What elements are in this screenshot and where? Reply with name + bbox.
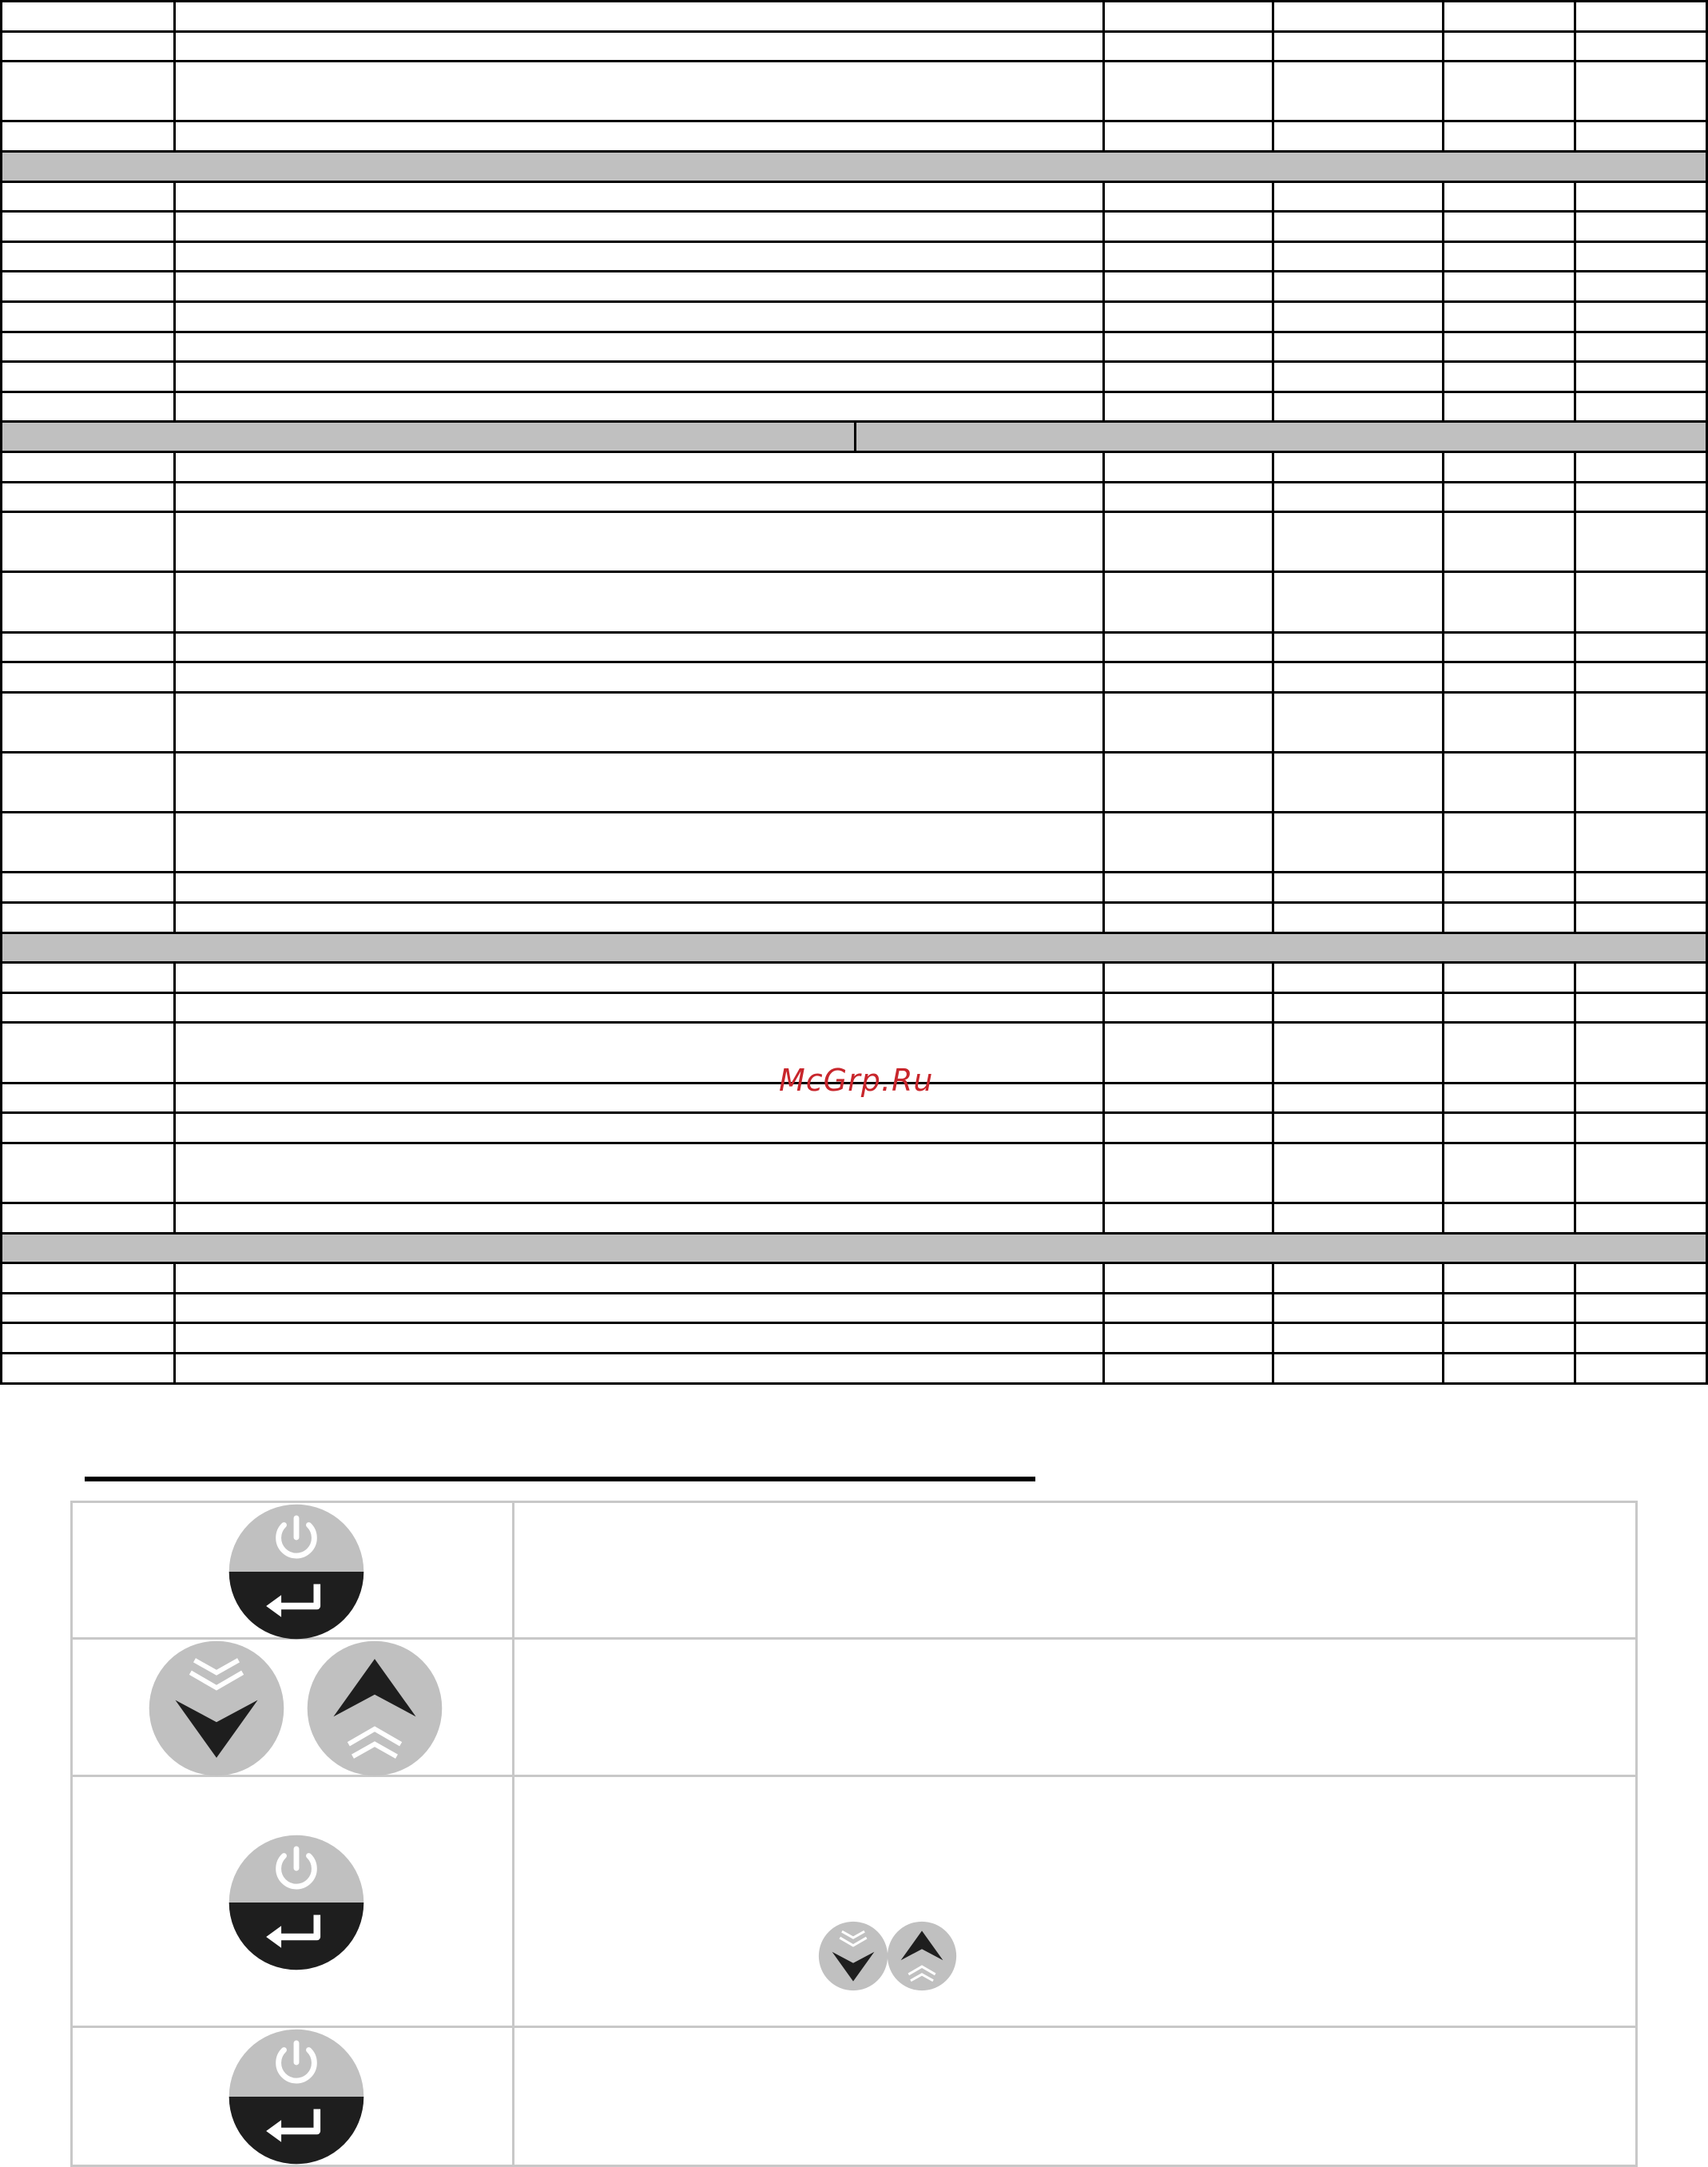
table-cell	[1574, 120, 1708, 153]
table-cell	[1442, 961, 1574, 994]
table-cell	[1442, 331, 1574, 364]
table-cell	[1102, 210, 1272, 243]
table-cell	[173, 481, 1102, 514]
table-row	[0, 661, 1708, 694]
table-cell	[1442, 1322, 1574, 1354]
table-cell	[1574, 631, 1708, 664]
table-cell	[173, 1082, 1102, 1115]
table-cell	[0, 1111, 173, 1144]
table-cell	[1442, 1082, 1574, 1115]
table-cell	[1442, 511, 1574, 573]
keys-table	[70, 1501, 1638, 2167]
table-cell	[1442, 270, 1574, 303]
table-row	[0, 571, 1708, 633]
table-row	[0, 1202, 1708, 1235]
table-row	[0, 30, 1708, 63]
section-header-row	[0, 1232, 1708, 1265]
table-cell	[0, 511, 173, 573]
table-cell	[1102, 1322, 1272, 1354]
table-cell	[0, 181, 173, 213]
table-cell	[1442, 60, 1574, 122]
table-cell	[1272, 871, 1442, 904]
table-row	[0, 331, 1708, 364]
table-cell	[1272, 1111, 1442, 1144]
table-row	[0, 751, 1708, 813]
table-cell	[1102, 300, 1272, 333]
table-cell	[1102, 871, 1272, 904]
table-cell	[1442, 1021, 1574, 1084]
table-row	[0, 481, 1708, 514]
table-cell	[1442, 451, 1574, 483]
table-cell	[1574, 992, 1708, 1024]
table-cell	[1442, 120, 1574, 153]
key-row	[73, 2028, 1635, 2165]
table-cell	[1442, 1202, 1574, 1235]
table-row	[0, 120, 1708, 153]
table-row	[0, 1322, 1708, 1354]
table-cell	[1102, 1292, 1272, 1325]
table-cell	[0, 661, 173, 694]
table-cell	[1574, 360, 1708, 393]
table-cell	[1102, 481, 1272, 514]
table-cell	[1102, 1111, 1272, 1144]
table-cell	[1442, 661, 1574, 694]
table-cell	[173, 1352, 1102, 1385]
section-heading-underline	[85, 1477, 1035, 1481]
table-cell	[1102, 391, 1272, 423]
key-icon-cell	[73, 2028, 514, 2165]
table-cell	[1574, 1142, 1708, 1204]
key-row	[73, 1503, 1635, 1640]
table-cell	[0, 751, 173, 813]
table-row	[0, 181, 1708, 213]
table-row	[0, 0, 1708, 33]
table-cell	[173, 1142, 1102, 1204]
table-cell	[1102, 60, 1272, 122]
table-row	[0, 631, 1708, 664]
table-row	[0, 1352, 1708, 1385]
table-cell	[1102, 961, 1272, 994]
table-cell	[1102, 1352, 1272, 1385]
section-divider	[854, 423, 856, 451]
table-row	[0, 1111, 1708, 1144]
table-cell	[1574, 391, 1708, 423]
table-cell	[1442, 751, 1574, 813]
table-cell	[1574, 1322, 1708, 1354]
table-cell	[1102, 331, 1272, 364]
table-cell	[1272, 1322, 1442, 1354]
table-cell	[1442, 992, 1574, 1024]
table-cell	[0, 992, 173, 1024]
table-cell	[1102, 571, 1272, 633]
key-description	[514, 2028, 1635, 2165]
key-description	[514, 1777, 1635, 2026]
table-cell	[0, 60, 173, 122]
table-cell	[173, 1322, 1102, 1354]
table-cell	[1272, 631, 1442, 664]
table-cell	[1102, 1082, 1272, 1115]
up-arrow-button-icon[interactable]	[306, 1640, 443, 1777]
table-cell	[1574, 511, 1708, 573]
table-cell	[1442, 241, 1574, 273]
table-cell	[173, 751, 1102, 813]
table-cell	[1102, 270, 1272, 303]
small-up-arrow-icon[interactable]	[887, 1921, 957, 1991]
table-cell	[0, 1352, 173, 1385]
table-cell	[0, 210, 173, 243]
table-cell	[1102, 241, 1272, 273]
table-cell	[1102, 1262, 1272, 1294]
table-cell	[1442, 481, 1574, 514]
section-header-row	[0, 420, 1708, 453]
table-cell	[1442, 1111, 1574, 1144]
table-cell	[0, 1292, 173, 1325]
table-cell	[0, 30, 173, 63]
table-cell	[1574, 1292, 1708, 1325]
table-cell	[1102, 120, 1272, 153]
table-cell	[0, 1202, 173, 1235]
power-enter-button-icon[interactable]	[228, 1503, 365, 1640]
table-cell	[173, 1021, 1102, 1084]
table-cell	[1442, 30, 1574, 63]
table-row	[0, 210, 1708, 243]
watermark-text: McGrp.Ru	[779, 1063, 934, 1098]
table-cell	[1272, 481, 1442, 514]
table-cell	[1102, 691, 1272, 753]
table-cell	[173, 691, 1102, 753]
table-cell	[173, 30, 1102, 63]
table-cell	[0, 811, 173, 873]
table-cell	[1272, 1352, 1442, 1385]
table-cell	[1272, 241, 1442, 273]
table-cell	[0, 360, 173, 393]
table-cell	[173, 901, 1102, 934]
table-cell	[1272, 391, 1442, 423]
small-down-arrow-icon[interactable]	[818, 1921, 888, 1991]
table-row	[0, 241, 1708, 273]
table-cell	[1574, 661, 1708, 694]
table-row	[0, 691, 1708, 753]
table-cell	[173, 451, 1102, 483]
key-icon-cell	[73, 1777, 514, 2026]
table-cell	[1574, 30, 1708, 63]
table-cell	[1574, 1111, 1708, 1144]
table-cell	[1442, 0, 1574, 33]
table-row	[0, 391, 1708, 423]
table-cell	[0, 901, 173, 934]
table-cell	[0, 1142, 173, 1204]
table-cell	[1442, 210, 1574, 243]
table-cell	[0, 631, 173, 664]
table-cell	[1574, 481, 1708, 514]
table-cell	[173, 360, 1102, 393]
table-cell	[1272, 571, 1442, 633]
table-cell	[1272, 331, 1442, 364]
table-cell	[1442, 1262, 1574, 1294]
table-cell	[1272, 120, 1442, 153]
table-cell	[173, 511, 1102, 573]
table-cell	[1574, 901, 1708, 934]
table-cell	[1574, 270, 1708, 303]
table-row	[0, 901, 1708, 934]
table-cell	[1272, 961, 1442, 994]
table-row	[0, 992, 1708, 1024]
table-cell	[173, 241, 1102, 273]
table-cell	[1102, 992, 1272, 1024]
table-cell	[1272, 1292, 1442, 1325]
table-cell	[1574, 1021, 1708, 1084]
table-cell	[1574, 1352, 1708, 1385]
table-cell	[173, 811, 1102, 873]
table-cell	[173, 1262, 1102, 1294]
table-cell	[0, 241, 173, 273]
table-cell	[0, 571, 173, 633]
table-cell	[1574, 331, 1708, 364]
table-cell	[1102, 181, 1272, 213]
table-cell	[0, 391, 173, 423]
table-cell	[0, 451, 173, 483]
table-cell	[1102, 0, 1272, 33]
table-cell	[0, 331, 173, 364]
table-cell	[173, 992, 1102, 1024]
table-cell	[1442, 181, 1574, 213]
table-cell	[173, 391, 1102, 423]
table-cell	[173, 631, 1102, 664]
table-cell	[1574, 691, 1708, 753]
table-cell	[1442, 360, 1574, 393]
key-row	[73, 1777, 1635, 2028]
power-enter-button-icon[interactable]	[228, 1834, 365, 1971]
key-description	[514, 1503, 1635, 1637]
table-cell	[1272, 1082, 1442, 1115]
table-row	[0, 451, 1708, 483]
table-cell	[0, 120, 173, 153]
table-cell	[1574, 300, 1708, 333]
table-cell	[0, 270, 173, 303]
table-cell	[1272, 181, 1442, 213]
table-cell	[1272, 451, 1442, 483]
table-cell	[1102, 631, 1272, 664]
table-cell	[173, 210, 1102, 243]
table-cell	[1442, 1142, 1574, 1204]
table-row	[0, 511, 1708, 573]
table-cell	[1442, 871, 1574, 904]
table-cell	[173, 120, 1102, 153]
table-cell	[0, 300, 173, 333]
table-cell	[173, 331, 1102, 364]
table-cell	[1272, 300, 1442, 333]
table-cell	[173, 871, 1102, 904]
key-description	[514, 1640, 1635, 1775]
table-cell	[1442, 1352, 1574, 1385]
table-cell	[1442, 691, 1574, 753]
table-cell	[1102, 661, 1272, 694]
table-cell	[173, 181, 1102, 213]
table-cell	[1574, 1202, 1708, 1235]
table-cell	[1102, 360, 1272, 393]
key-row	[73, 1640, 1635, 1777]
table-cell	[0, 481, 173, 514]
table-cell	[1574, 961, 1708, 994]
table-row	[0, 60, 1708, 122]
table-cell	[1272, 1202, 1442, 1235]
table-cell	[1574, 451, 1708, 483]
table-cell	[1102, 1021, 1272, 1084]
table-cell	[173, 661, 1102, 694]
table-cell	[1574, 60, 1708, 122]
table-cell	[1574, 811, 1708, 873]
table-cell	[1102, 901, 1272, 934]
table-cell	[0, 1021, 173, 1084]
table-cell	[0, 961, 173, 994]
table-cell	[0, 871, 173, 904]
table-cell	[173, 0, 1102, 33]
table-cell	[1102, 751, 1272, 813]
table-cell	[0, 691, 173, 753]
table-cell	[1574, 210, 1708, 243]
table-cell	[1272, 511, 1442, 573]
section-header-row	[0, 150, 1708, 183]
table-cell	[173, 60, 1102, 122]
table-row	[0, 961, 1708, 994]
table-cell	[1442, 811, 1574, 873]
table-cell	[1102, 811, 1272, 873]
table-cell	[1442, 1292, 1574, 1325]
table-cell	[1574, 1262, 1708, 1294]
table-cell	[1272, 661, 1442, 694]
table-cell	[1574, 181, 1708, 213]
key-icon-cell	[73, 1503, 514, 1637]
table-cell	[0, 1322, 173, 1354]
table-row	[0, 1292, 1708, 1325]
table-cell	[1574, 1082, 1708, 1115]
table-row	[0, 360, 1708, 393]
table-cell	[1272, 992, 1442, 1024]
table-cell	[173, 1202, 1102, 1235]
table-cell	[173, 961, 1102, 994]
table-cell	[1272, 1262, 1442, 1294]
table-cell	[1574, 751, 1708, 813]
table-cell	[1272, 30, 1442, 63]
table-cell	[1272, 270, 1442, 303]
table-cell	[1272, 1142, 1442, 1204]
table-row	[0, 300, 1708, 333]
table-row	[0, 270, 1708, 303]
table-cell	[173, 1111, 1102, 1144]
table-cell	[173, 270, 1102, 303]
table-cell	[1102, 511, 1272, 573]
table-cell	[173, 1292, 1102, 1325]
table-cell	[1102, 30, 1272, 63]
key-icon-cell	[73, 1640, 514, 1775]
table-cell	[1272, 901, 1442, 934]
table-cell	[1442, 391, 1574, 423]
table-cell	[1272, 360, 1442, 393]
section-header-row	[0, 932, 1708, 964]
table-row	[0, 1142, 1708, 1204]
table-cell	[1272, 751, 1442, 813]
table-cell	[1574, 0, 1708, 33]
table-cell	[1272, 0, 1442, 33]
power-enter-button-icon[interactable]	[228, 2028, 365, 2165]
table-cell	[1442, 901, 1574, 934]
table-cell	[1442, 631, 1574, 664]
table-cell	[1442, 300, 1574, 333]
table-cell	[1442, 571, 1574, 633]
table-cell	[1272, 1021, 1442, 1084]
table-cell	[0, 1262, 173, 1294]
down-arrow-button-icon[interactable]	[148, 1640, 285, 1777]
table-cell	[0, 0, 173, 33]
table-row	[0, 1262, 1708, 1294]
table-cell	[173, 300, 1102, 333]
table-row	[0, 871, 1708, 904]
table-cell	[173, 571, 1102, 633]
table-cell	[1272, 691, 1442, 753]
table-cell	[1102, 451, 1272, 483]
table-cell	[1272, 60, 1442, 122]
table-cell	[1102, 1202, 1272, 1235]
table-cell	[1272, 811, 1442, 873]
table-cell	[1102, 1142, 1272, 1204]
table-cell	[1574, 241, 1708, 273]
table-row	[0, 811, 1708, 873]
table-cell	[1574, 871, 1708, 904]
table-cell	[0, 1082, 173, 1115]
table-cell	[1574, 571, 1708, 633]
table-cell	[1272, 210, 1442, 243]
